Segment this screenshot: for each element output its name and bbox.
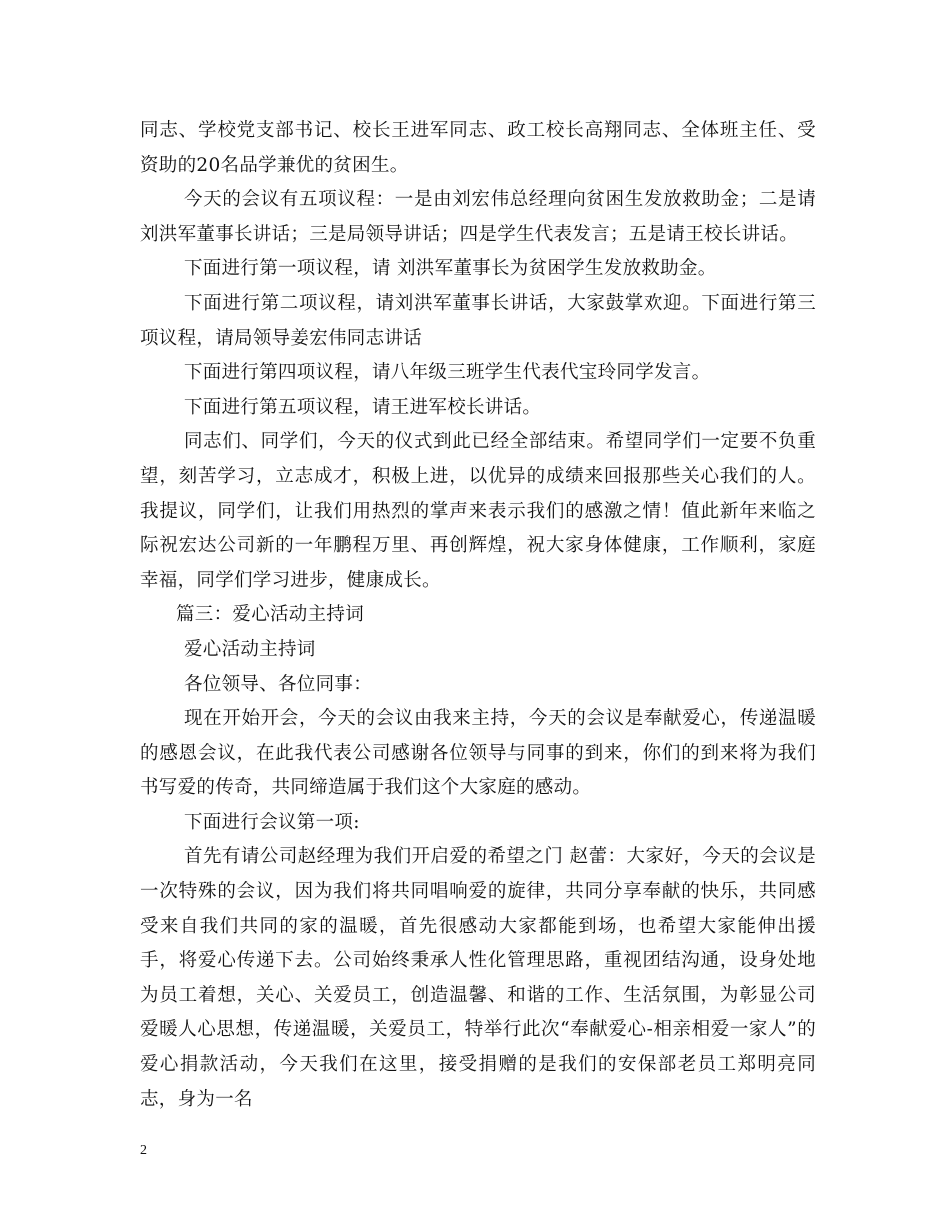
page-number: 2: [140, 1143, 147, 1158]
salutation: 各位领导、各位同事：: [184, 673, 373, 695]
paragraph: 今天的会议有五项议程：一是由刘宏伟总经理向贫困生发放救助金；二是请刘洪军董事长讲话；三是局领导讲话；四是学生代表发言；五是请王校长讲话。: [140, 189, 816, 245]
paragraph: 下面进行第五项议程，请王进军校长讲话。: [184, 396, 542, 418]
paragraph: 现在开始开会，今天的会议由我来主持，今天的会议是奉献爱心，传递温暖的感恩会议，在此我代表公司感谢各位领导与同事的到来，你们的到来将为我们书写爱的传奇，共同缔造属于我们这个大家庭的感动。: [140, 708, 816, 799]
paragraph: 同志们、同学们，今天的仪式到此已经全部结束。希望同学们一定要不负重望，刻苦学习，立志成才，积极上进，以优异的成绩来回报那些关心我们的人。我提议，同学们，让我们用热烈的掌声来表示我们的感激之情！值此新年来临之际祝宏达公司新的一年鹏程万里、再创辉煌，祝大家身体健康，工作顺利，家庭幸福，同学们学习进步，健康成长。: [140, 431, 816, 591]
section-heading: 篇三：爱心活动主持词: [176, 604, 365, 626]
section-title: 爱心活动主持词: [184, 638, 316, 660]
paragraph: 首先有请公司赵经理为我们开启爱的希望之门 赵蕾：大家好，今天的会议是一次特殊的会议，因为我们将共同唱响爱的旋律，共同分享奉献的快乐，共同感受来自我们共同的家的温暖，首先很感动大家都能到场，也希望大家能伸出援手，将爱心传递下去。公司始终秉承人性化管理思路，重视团结沟通，设身处地为员工着想，关心、关爱员工，创造温馨、和谐的工作、生活氛围，为彰显公司爱暖人心思想，传递温暖，关爱员工，特举行此次“奉献爱心-相亲相爱一家人”的爱心捐款活动，今天我们在这里，接受捐赠的是我们的安保部老员工郑明亮同志，身为一名: [140, 846, 816, 1110]
paragraph: 下面进行第二项议程，请刘洪军董事长讲话，大家鼓掌欢迎。下面进行第三项议程，请局领导姜宏伟同志讲话: [140, 292, 816, 349]
paragraph: 同志、学校党支部书记、校长王进军同志、政工校长高翔同志、全体班主任、受资助的20名品学兼优的贫困生。: [140, 120, 816, 176]
document-body: [140, 114, 816, 1117]
paragraph: 下面进行会议第一项:: [184, 811, 360, 833]
paragraph: 下面进行第一项议程，请 刘洪军董事长为贫困学生发放救助金。: [184, 258, 717, 280]
paragraph: 下面进行第四项议程，请八年级三班学生代表代宝玲同学发言。: [184, 362, 711, 384]
